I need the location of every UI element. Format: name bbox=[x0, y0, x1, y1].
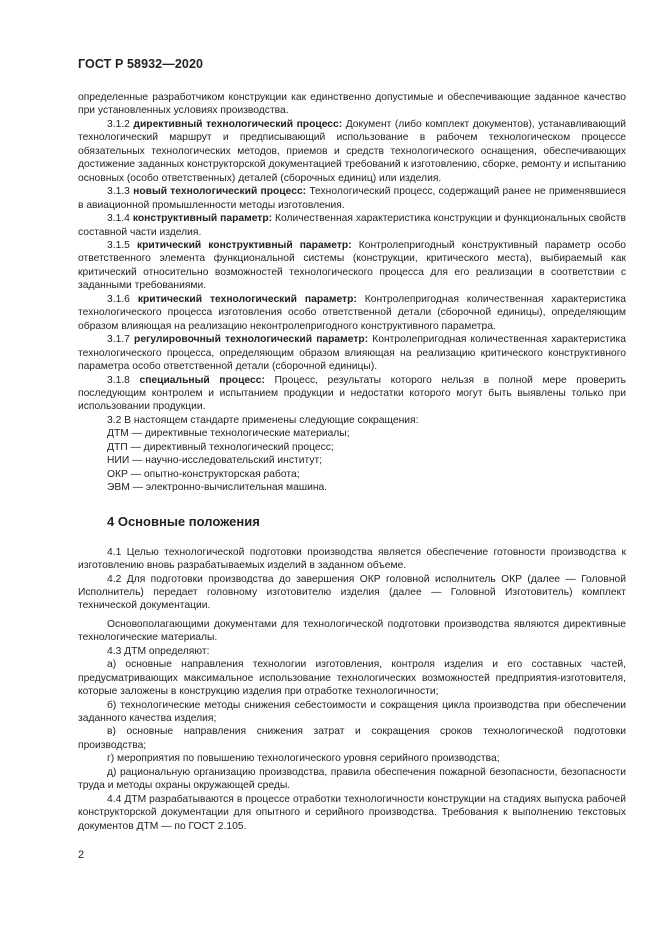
term-definition: Контролепригодный конструктивный параметр особо ответственного элемента функциональной системы (конструкции, критического места), выбираемый как критический относительно возможностей технологического процесса для его реализации в соответствии с заданными требованиями. bbox=[78, 239, 626, 292]
term-title: конструктивный параметр: bbox=[132, 213, 273, 225]
term-title: критический технологический параметр: bbox=[137, 293, 357, 305]
clause-4-3: 4.3 ДТМ определяют: bbox=[107, 645, 210, 657]
list-item-b: б) технологические методы снижения себестоимости и сокращения цикла производства при обеспечении заданного качества изделия; bbox=[78, 699, 626, 725]
term-3-1-6 bbox=[78, 293, 626, 333]
abbreviation-item: ОКР — опытно-конструкторская работа; bbox=[107, 468, 300, 480]
term-definition: Количественная характеристика конструкции и функциональных свойств составной части изделия. bbox=[78, 213, 626, 238]
term-number: 3.1.7 bbox=[107, 334, 130, 346]
abbreviation-item: ДТП — директивный технологический процесс; bbox=[107, 441, 334, 453]
abbreviation-item: НИИ — научно-исследовательский институт; bbox=[107, 455, 323, 467]
term-number: 3.1.8 bbox=[107, 374, 130, 386]
clause-4-1: 4.1 Целью технологической подготовки производства является обеспечение готовности производства к изготовлению вновь разрабатываемых изделий в заданном объеме. bbox=[78, 546, 626, 572]
term-definition: Контролепригодная количественная характеристика технологического процесса изготовления особо ответственной детали (сборочной единицы), определяющим образом влияющая на реализацию неконтролепригодного конструктивного параметра. bbox=[78, 293, 626, 332]
term-title: специальный процесс: bbox=[139, 374, 265, 386]
clause-4-2: 4.2 Для подготовки производства до завершения ОКР головной исполнитель ОКР (далее — Головной Исполнитель) передает головному изготовителю изделия (далее — Головной Изготовитель) комплект технической документации. bbox=[78, 573, 626, 612]
term-number: 3.1.2 bbox=[107, 118, 130, 130]
term-number: 3.1.3 bbox=[107, 186, 130, 198]
term-number: 3.1.5 bbox=[107, 239, 130, 251]
clause-4-2-continued: Основополагающими документами для технологической подготовки производства являются директивные технологические материалы. bbox=[78, 618, 626, 644]
term-title: новый технологический процесс: bbox=[133, 186, 307, 198]
term-3-1-2 bbox=[78, 118, 626, 185]
clause-4-4: 4.4 ДТМ разрабатываются в процессе отработки технологичности конструкции на стадиях выпуска рабочей конструкторской документации для опытного и серийного производства. Требования к выполнению текстовых документов ДТМ — по ГОСТ 2.105. bbox=[78, 793, 626, 832]
term-3-1-5 bbox=[78, 239, 626, 293]
term-3-1-7 bbox=[78, 333, 626, 373]
term-number: 3.1.6 bbox=[107, 293, 130, 305]
abbreviation-item: ДТМ — директивные технологические материалы; bbox=[107, 428, 350, 440]
abbreviation-item: ЭВМ — электронно-вычислительная машина. bbox=[107, 482, 328, 494]
term-definition: Документ (либо комплект документов), устанавливающий технологический маршрут и предписывающий использование в рабочем технологическом процессе обязательных технологических методов, приемов и средств технологического оснащения, обеспечивающих достижение заданных конструкторской документацией требований к изготовлению, сборке, ремонту и испытанию основных (особо ответственных) деталей (сборочных единиц) или изделия. bbox=[78, 118, 626, 184]
term-title: директивный технологический процесс: bbox=[133, 118, 343, 130]
term-definition: Процесс, результаты которого нельзя в полной мере проверить последующим контролем и испытанием продукции и недостатки которого могут быть выявлены только при использовании продукции. bbox=[78, 374, 626, 413]
term-title: критический конструктивный параметр: bbox=[136, 239, 352, 251]
paragraph-continuation: определенные разработчиком конструкции как единственно допустимые и обеспечивающие заданное качество при установленных условиях производства. bbox=[78, 92, 626, 117]
term-number: 3.1.4 bbox=[107, 213, 130, 225]
term-3-1-8 bbox=[78, 374, 626, 414]
document-body bbox=[78, 91, 626, 833]
clause-3-2: 3.2 В настоящем стандарте применены следующие сокращения: bbox=[107, 414, 419, 426]
list-item-v: в) основные направления снижения затрат и сокращения сроков технологической подготовки производства; bbox=[78, 726, 626, 751]
term-definition: Контролепригодная количественная характеристика технологического процесса, определяющим образом влияющая на реализацию критического конструктивного параметра особо ответственной детали (сборочной единицы). bbox=[78, 334, 626, 373]
term-title: регулировочный технологический параметр: bbox=[134, 334, 369, 346]
list-item-a: а) основные направления технологии изготовления, контроля изделия и его составных частей, предусматривающих максимальное использование технологических возможностей предприятия-изготовителя, которые заложены в конструкцию изделия при отработке технологичности; bbox=[78, 659, 626, 698]
document-code-header: ГОСТ Р 58932—2020 bbox=[78, 57, 204, 71]
term-3-1-4 bbox=[78, 212, 626, 239]
page-number: 2 bbox=[78, 849, 85, 861]
section-4-heading: 4 Основные положения bbox=[107, 513, 260, 529]
list-item-d: д) рациональную организацию производства, правила обеспечения пожарной безопасности, безопасности труда и методы охраны окружающей среды. bbox=[78, 766, 626, 792]
term-definition: Технологический процесс, содержащий ранее не применявшиеся в авиационной промышленности методы изготовления. bbox=[78, 186, 627, 211]
term-3-1-3 bbox=[78, 185, 626, 212]
list-item-g: г) мероприятия по повышению технологического уровня серийного производства; bbox=[107, 753, 500, 765]
